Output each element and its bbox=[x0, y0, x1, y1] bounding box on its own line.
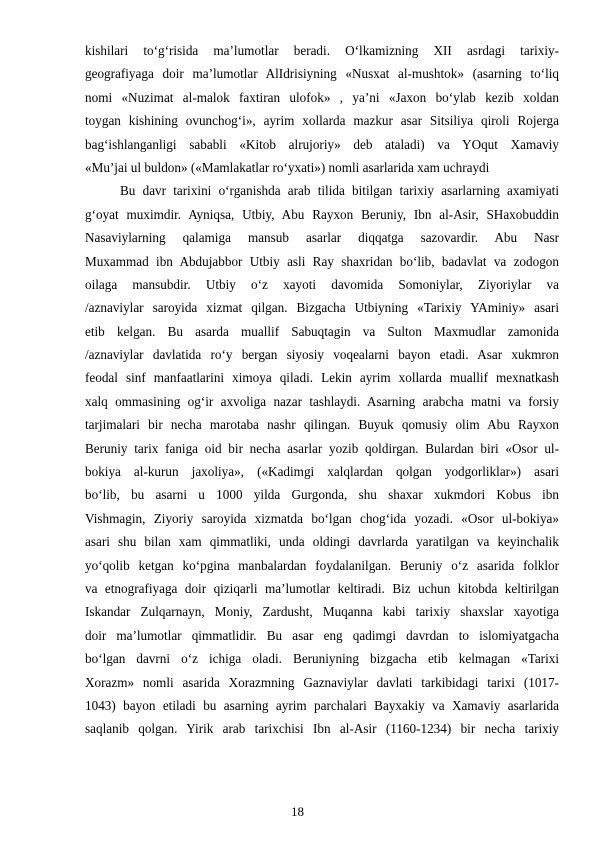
text-line: Iskandar Zulqarnayn, Moniy, Zardusht, Muqanna kabi tarixiy shaxslar xayotiga bbox=[85, 604, 559, 620]
text-line: Muxammad ibn Abdujabbor Utbiy asli Ray shaxridan bo‘lib, badavlat va zodogon bbox=[85, 253, 559, 269]
text-line: asari shu bilan xam qimmatliki, unda oldingi davrlarda yaratilgan va keyinchalik bbox=[85, 534, 559, 550]
text-line: oilaga mansubdir. Utbiy o‘z xayoti davomida Somoniylar, Ziyoriylar va bbox=[85, 276, 559, 292]
text-line: bag‘ishlanganligi sababli «Kitob alrujoriy» deb ataladi) va YOqut Xamaviy bbox=[85, 136, 559, 152]
text-line: va etnografiyaga doir qiziqarli ma’lumotlar keltiradi. Biz uchun kitobda keltirilgan bbox=[85, 580, 559, 596]
text-line: doir ma’lumotlar qimmatlidir. Bu asar eng qadimgi davrdan to islomiyatgacha bbox=[85, 627, 559, 643]
text-line: bo‘lgan davrni o‘z ichiga oladi. Beruniyning bizgacha etib kelmagan «Tarixi bbox=[85, 651, 559, 667]
text-line: geografiyaga doir ma’lumotlar AlIdrisiyning «Nusxat al-mushtok» (asarning to‘liq bbox=[85, 66, 559, 82]
text-line: xalq ommasining og‘ir axvoliga nazar tashlaydi. Asarning arabcha matni va forsiy bbox=[85, 393, 559, 409]
text-line: etib kelgan. Bu asarda muallif Sabuqtagin va Sulton Maxmudlar zamonida bbox=[85, 323, 559, 339]
text-line: toygan kishining ovunchog‘i», ayrim xollarda mazkur asar Sitsiliya qiroli Rojerga bbox=[85, 113, 559, 129]
text-line: Beruniy tarix faniga oid bir necha asarlar yozib qoldirgan. Bulardan biri «Osor ul- bbox=[85, 440, 559, 456]
page-number: 18 bbox=[291, 804, 304, 819]
text-line: /aznaviylar saroyida xizmat qilgan. Bizgacha Utbiyning «Tarixiy YAminiy» asari bbox=[85, 300, 559, 316]
text-line: bo‘lib, bu asarni u 1000 yilda Gurgonda, shu shaxar xukmdori Kobus ibn bbox=[85, 487, 559, 503]
text-line: Vishmagin, Ziyoriy saroyida xizmatda bo‘lgan chog‘ida yozadi. «Osor ul-bokiya» bbox=[85, 510, 559, 526]
text-line: saqlanib qolgan. Yirik arab tarixchisi Ibn al-Asir (1160-1234) bir necha tarixiy bbox=[85, 721, 559, 737]
text-line: Nasaviylarning qalamiga mansub asarlar diqqatga sazovardir. Abu Nasr bbox=[85, 230, 559, 246]
text-line: /aznaviylar davlatida ro‘y bergan siyosiy voqealarni bayon etadi. Asar xukmron bbox=[85, 347, 559, 363]
body-text bbox=[85, 39, 559, 741]
text-line: 1043) bayon etiladi bu asarning ayrim parchalari Bayxakiy va Xamaviy asarlarida bbox=[85, 697, 559, 713]
text-line: feodal sinf manfaatlarini ximoya qiladi. Lekin ayrim xollarda muallif mexnatkash bbox=[85, 370, 559, 386]
paragraph-start-line: Bu davr tarixini o‘rganishda arab tilida bitilgan tarixiy asarlarning axamiyati bbox=[120, 183, 559, 199]
text-line: tarjimalari bir necha marotaba nashr qilingan. Buyuk qomusiy olim Abu Rayxon bbox=[85, 417, 559, 433]
text-line: Xorazm» nomli asarida Xorazmning Gaznaviylar davlati tarkibidagi tarixi (1017- bbox=[85, 674, 559, 690]
text-line: yo‘qolib ketgan ko‘pgina manbalardan foydalanilgan. Beruniy o‘z asarida folklor bbox=[85, 557, 559, 573]
text-line: g‘oyat muximdir. Ayniqsa, Utbiy, Abu Rayxon Beruniy, Ibn al-Asir, SHaxobuddin bbox=[85, 206, 559, 222]
text-line: nomi «Nuzimat al-malok faxtiran ulofok» , ya’ni «Jaxon bo‘ylab kezib xoldan bbox=[85, 89, 559, 105]
text-line: kishilari to‘g‘risida ma’lumotlar beradi. O‘lkamizning XII asrdagi tarixiy- bbox=[85, 43, 559, 58]
text-line: bokiya al-kurun jaxoliya», («Kadimgi xalqlardan qolgan yodgorliklar») asari bbox=[85, 464, 559, 480]
paragraph-end-line: «Mu’jai ul buldon» («Mamlakatlar ro‘yxati») nomli asarlarida xam uchraydi bbox=[85, 159, 490, 175]
